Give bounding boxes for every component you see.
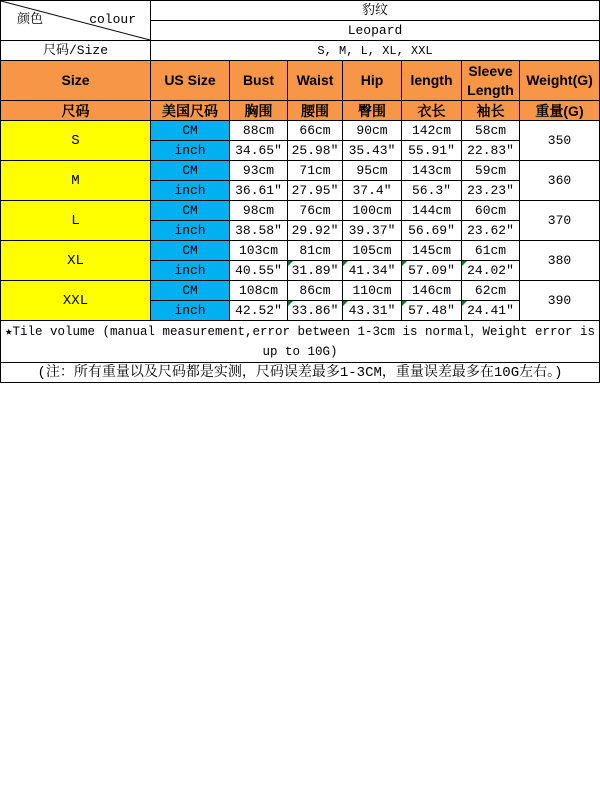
error-indicator-icon [402, 261, 407, 266]
waist-inch-value: 29.92″ [288, 221, 343, 241]
measurement-note: ★Tile volume (manual measurement,error between 1-3cm is normal，Weight error is up to 10G) [1, 321, 600, 363]
col-header-length-cn: 衣长 [402, 101, 462, 121]
colour-value-cn: 豹纹 [151, 1, 600, 21]
size-row-cm [1, 201, 600, 221]
col-header-us-size: US Size [151, 61, 230, 101]
unit-inch-label: inch [151, 221, 230, 241]
col-header-us-size-cn: 美国尺码 [151, 101, 230, 121]
error-indicator-icon [288, 301, 293, 306]
weight-value: 350 [520, 121, 600, 161]
hip-cm-value: 100cm [343, 201, 402, 221]
unit-inch-label: inch [151, 181, 230, 201]
sleeve-inch-value: 24.41″ [467, 302, 514, 318]
colour-header [1, 1, 150, 40]
size-chart-table [0, 0, 600, 383]
waist-inch-value: 31.89″ [291, 262, 339, 278]
hip-inch-value: 37.4″ [343, 181, 402, 201]
error-indicator-icon [343, 301, 348, 306]
sleeve-inch-value: 23.62″ [462, 221, 520, 241]
waist-inch-value: 25.98″ [288, 141, 343, 161]
weight-value: 390 [520, 281, 600, 321]
hip-cm-value: 110cm [343, 281, 402, 301]
col-header-bust: Bust [230, 61, 288, 101]
error-indicator-icon [462, 261, 467, 266]
hip-cm-value: 95cm [343, 161, 402, 181]
length-cm-value: 143cm [402, 161, 462, 181]
unit-inch-label: inch [151, 261, 230, 281]
colour-label-cn: 颜色 [17, 12, 44, 27]
col-header-waist-cn: 腰围 [288, 101, 343, 121]
sleeve-inch-cell [462, 261, 520, 281]
length-inch-value: 55.91″ [402, 141, 462, 161]
hip-inch-cell [343, 261, 402, 281]
length-inch-value: 57.09″ [408, 262, 455, 278]
col-header-size-cn: 尺码 [1, 101, 151, 121]
sleeve-inch-value: 23.23″ [462, 181, 520, 201]
error-indicator-icon [402, 301, 407, 306]
colour-label-en: colour [89, 12, 136, 27]
unit-cm-label: CM [151, 201, 230, 221]
colour-header-cell [1, 1, 151, 41]
error-indicator-icon [288, 261, 293, 266]
hip-cm-value: 90cm [343, 121, 402, 141]
waist-inch-value: 27.95″ [288, 181, 343, 201]
length-inch-value: 56.3″ [402, 181, 462, 201]
waist-cm-value: 66cm [288, 121, 343, 141]
unit-cm-label: CM [151, 161, 230, 181]
hip-inch-value: 35.43″ [343, 141, 402, 161]
length-cm-value: 144cm [402, 201, 462, 221]
sleeve-inch-cell [462, 301, 520, 321]
sleeve-cm-value: 60cm [462, 201, 520, 221]
waist-cm-value: 81cm [288, 241, 343, 261]
col-header-hip-cn: 臀围 [343, 101, 402, 121]
size-row-cm [1, 121, 600, 141]
hip-inch-value: 39.37″ [343, 221, 402, 241]
col-header-bust-cn: 胸围 [230, 101, 288, 121]
size-range-row [1, 41, 600, 61]
size-cell: XXL [1, 281, 151, 321]
waist-inch-cell [288, 261, 343, 281]
bust-cm-value: 88cm [230, 121, 288, 141]
size-row-cm [1, 281, 600, 301]
size-row-cm [1, 161, 600, 181]
unit-cm-label: CM [151, 281, 230, 301]
size-range-label: 尺码/Size [1, 41, 151, 61]
sleeve-cm-value: 58cm [462, 121, 520, 141]
bust-inch-value: 34.65″ [230, 141, 288, 161]
column-header-row-cn [1, 101, 600, 121]
sleeve-inch-value: 22.83″ [462, 141, 520, 161]
sleeve-cm-value: 62cm [462, 281, 520, 301]
hip-inch-cell [343, 301, 402, 321]
length-cm-value: 145cm [402, 241, 462, 261]
waist-cm-value: 71cm [288, 161, 343, 181]
col-header-sleeve-length: Sleeve Length [462, 61, 520, 101]
col-header-waist: Waist [288, 61, 343, 101]
sleeve-cm-value: 59cm [462, 161, 520, 181]
length-inch-cell [402, 261, 462, 281]
bust-inch-value: 36.61″ [230, 181, 288, 201]
bust-inch-value: 40.55″ [230, 261, 288, 281]
bust-inch-value: 38.58″ [230, 221, 288, 241]
sleeve-cm-value: 61cm [462, 241, 520, 261]
unit-cm-label: CM [151, 121, 230, 141]
unit-inch-label: inch [151, 301, 230, 321]
size-cell: S [1, 121, 151, 161]
weight-value: 370 [520, 201, 600, 241]
length-inch-value: 57.48″ [408, 302, 455, 318]
note-row [1, 321, 600, 363]
length-inch-value: 56.69″ [402, 221, 462, 241]
size-range-value: S, M, L, XL, XXL [151, 41, 600, 61]
sleeve-inch-value: 24.02″ [467, 262, 514, 278]
bust-cm-value: 108cm [230, 281, 288, 301]
colour-row-cn [1, 1, 600, 21]
waist-inch-cell [288, 301, 343, 321]
weight-value: 380 [520, 241, 600, 281]
col-header-weight: Weight(G) [520, 61, 600, 101]
length-cm-value: 146cm [402, 281, 462, 301]
colour-value-en: Leopard [151, 21, 600, 41]
waist-cm-value: 86cm [288, 281, 343, 301]
error-indicator-icon [343, 261, 348, 266]
column-header-row [1, 61, 600, 101]
size-cell: L [1, 201, 151, 241]
unit-cm-label: CM [151, 241, 230, 261]
length-cm-value: 142cm [402, 121, 462, 141]
size-cell: XL [1, 241, 151, 281]
bust-cm-value: 93cm [230, 161, 288, 181]
col-header-length: length [402, 61, 462, 101]
hip-inch-value: 41.34″ [348, 262, 396, 278]
bust-cm-value: 103cm [230, 241, 288, 261]
size-row-cm [1, 241, 600, 261]
note-row-cn [1, 363, 600, 383]
error-indicator-icon [462, 301, 467, 306]
bust-cm-value: 98cm [230, 201, 288, 221]
waist-inch-value: 33.86″ [291, 302, 339, 318]
measurement-note-cn: (注：所有重量以及尺码都是实测，尺码误差最多1-3CM，重量误差最多在10G左右。) [1, 363, 600, 383]
waist-cm-value: 76cm [288, 201, 343, 221]
unit-inch-label: inch [151, 141, 230, 161]
size-cell: M [1, 161, 151, 201]
length-inch-cell [402, 301, 462, 321]
weight-value: 360 [520, 161, 600, 201]
bust-inch-value: 42.52″ [230, 301, 288, 321]
hip-inch-value: 43.31″ [348, 302, 396, 318]
hip-cm-value: 105cm [343, 241, 402, 261]
col-header-size: Size [1, 61, 151, 101]
col-header-hip: Hip [343, 61, 402, 101]
col-header-sleeve-cn: 袖长 [462, 101, 520, 121]
col-header-weight-cn: 重量(G) [520, 101, 600, 121]
